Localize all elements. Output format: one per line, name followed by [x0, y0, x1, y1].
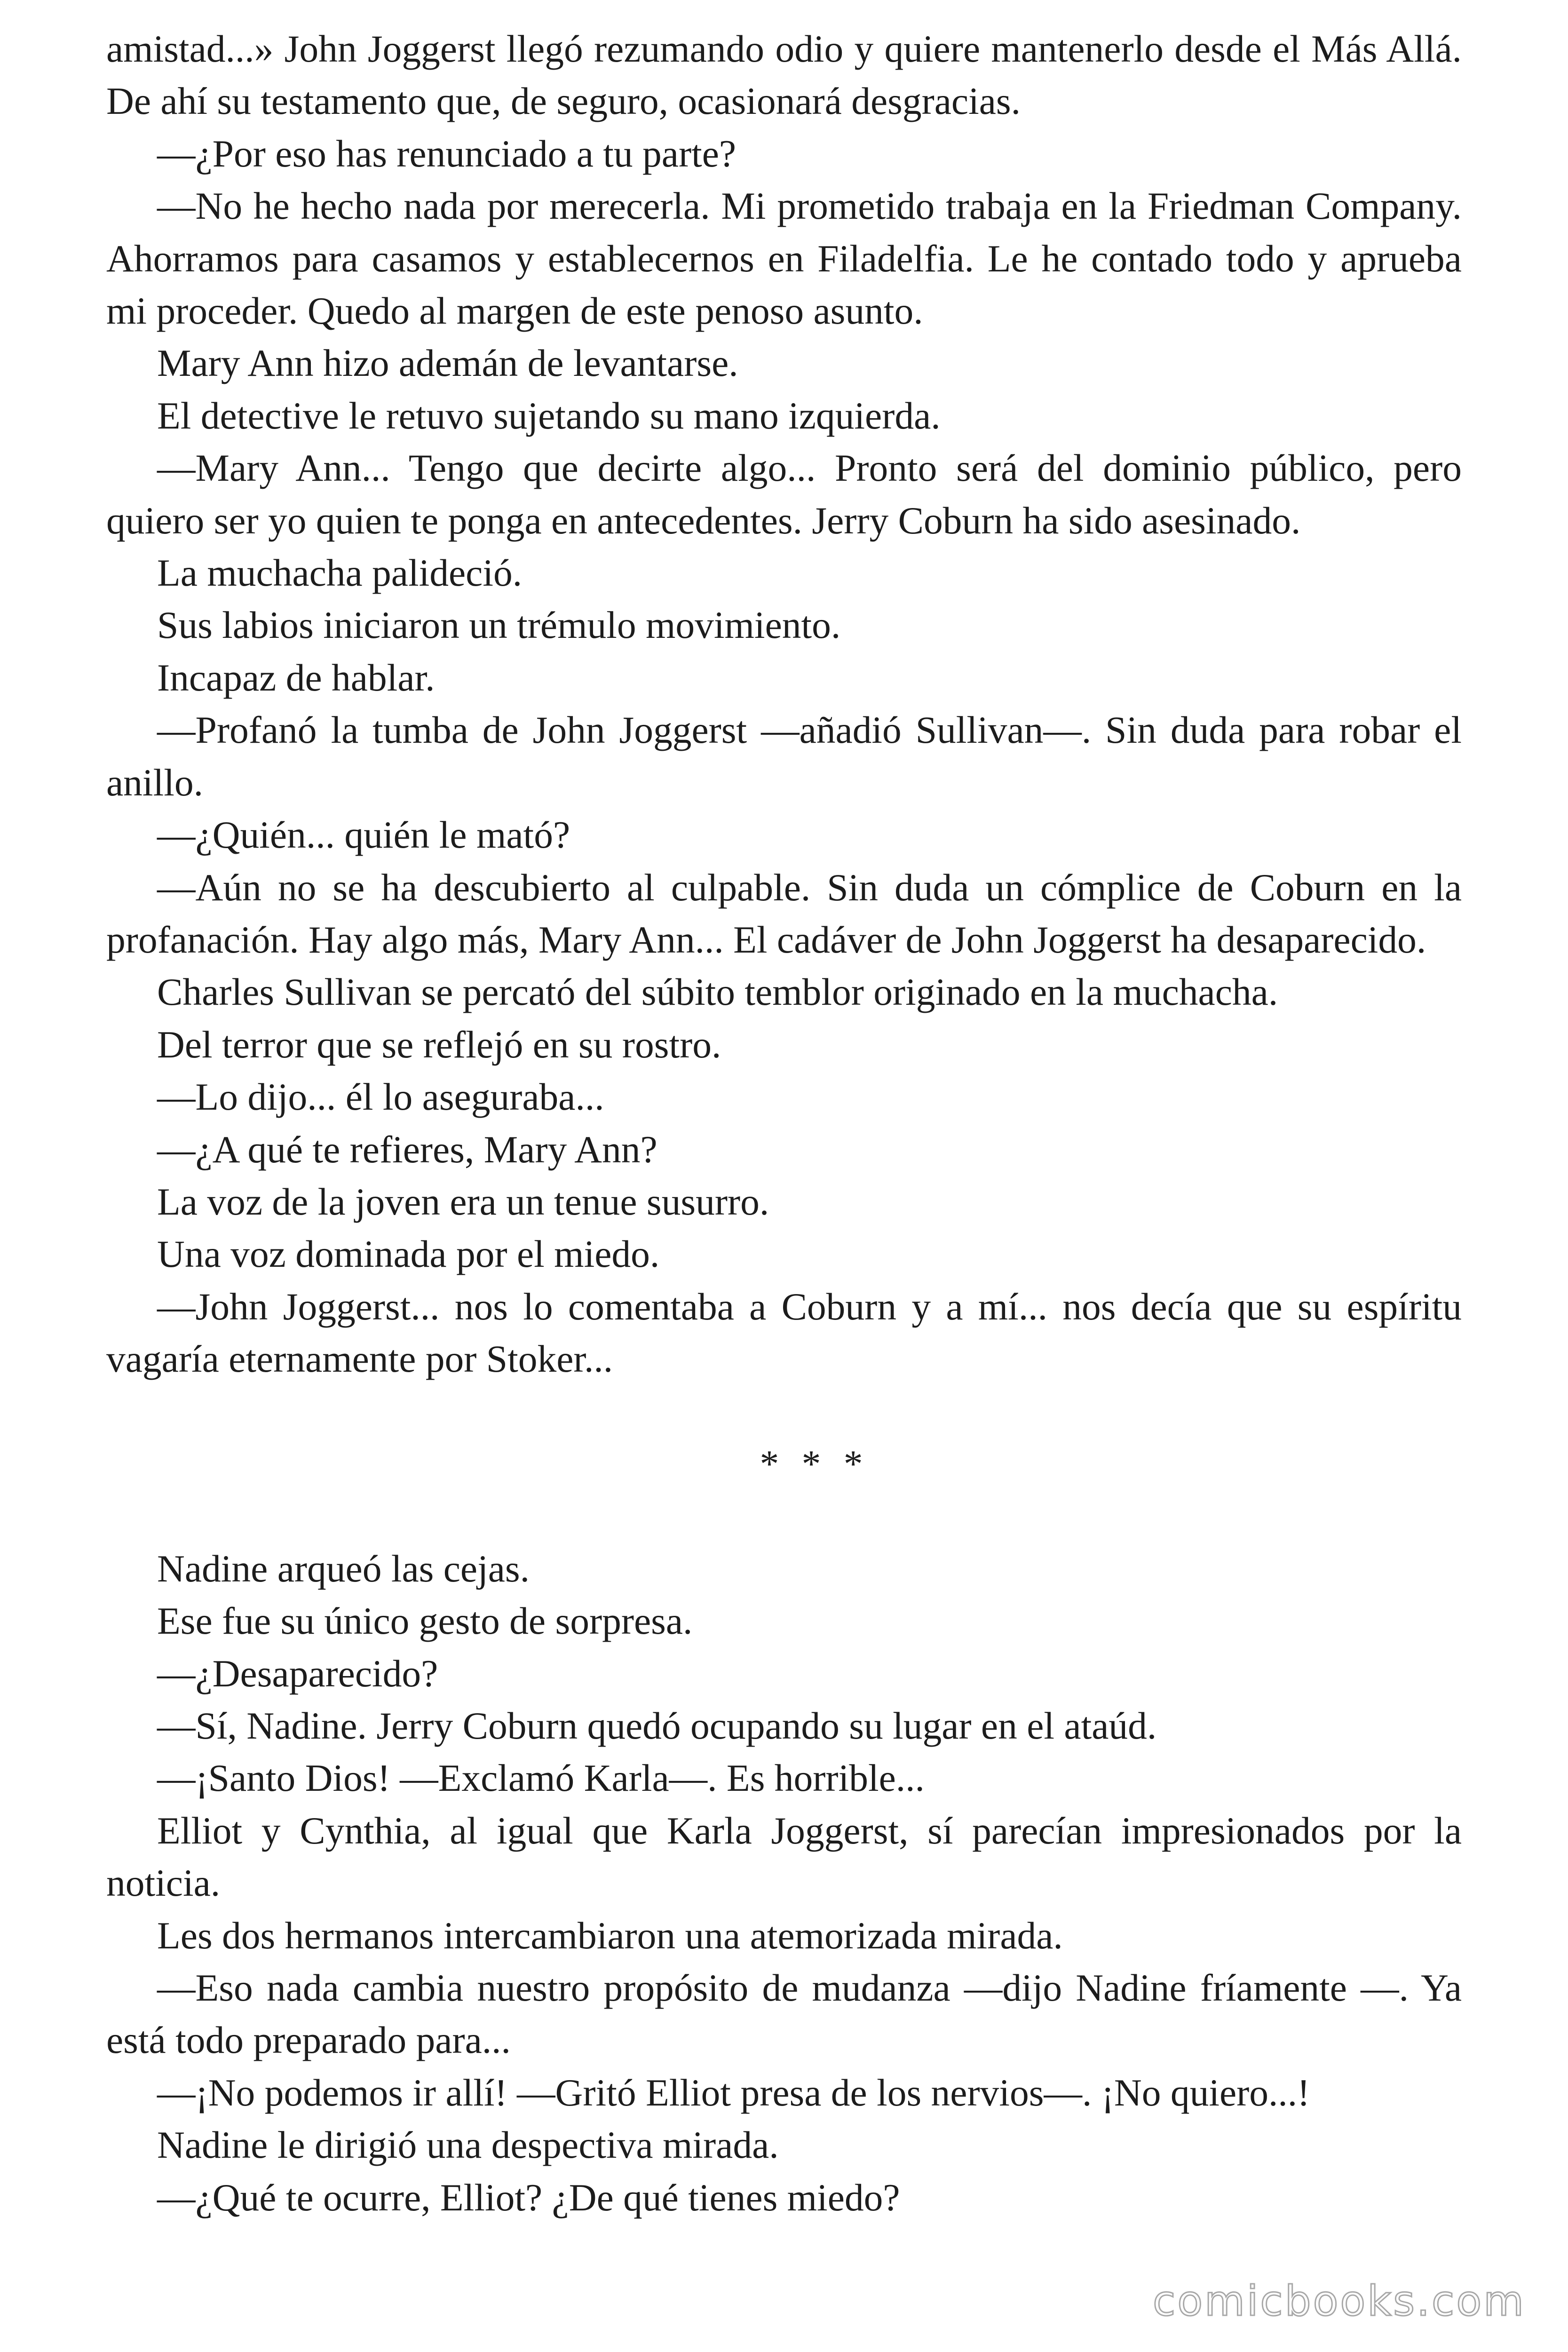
paragraph: La muchacha palideció. [157, 551, 523, 595]
paragraph: Charles Sullivan se percató del súbito temblor originado en la muchacha. [157, 970, 1278, 1014]
paragraph: —Lo dijo... él lo aseguraba... [157, 1075, 604, 1119]
paragraph: amistad...» John Joggerst llegó rezumando odio y quiere mantenerlo desde el Más Allá. De ahí su testamento que, de seguro, ocasionará desgracias. [106, 27, 1462, 123]
paragraph: —John Joggerst... nos lo comentaba a Coburn y a mí... nos decía que su espíritu vagaría eternamente por Stoker... [106, 1285, 1462, 1381]
paragraph: La voz de la joven era un tenue susurro. [157, 1180, 769, 1223]
paragraph: —Profanó la tumba de John Joggerst —añadió Sullivan—. Sin duda para robar el anillo. [106, 708, 1462, 804]
paragraph: —Eso nada cambia nuestro propósito de mudanza —dijo Nadine fríamente —. Ya está todo preparado para... [106, 1966, 1462, 2062]
scene-separator: * * * [760, 1442, 870, 1485]
text-block-after-separator [106, 1542, 1462, 2224]
paragraph: —¡No podemos ir allí! —Gritó Elliot presa de los nervios—. ¡No quiero...! [157, 2071, 1310, 2114]
paragraph: —No he hecho nada por merecerla. Mi prometido trabaja en la Friedman Company. Ahorramos para casamos y establecernos en Filadelfia. Le he contado todo y aprueba mi proceder. Quedo al margen de este penoso asunto. [106, 184, 1462, 333]
text-block-before-separator [106, 23, 1462, 1385]
paragraph: —¿Desaparecido? [157, 1652, 438, 1695]
paragraph: Sus labios iniciaron un trémulo movimiento. [157, 604, 841, 647]
paragraph: —¿Por eso has renunciado a tu parte? [157, 132, 736, 175]
paragraph: Mary Ann hizo ademán de levantarse. [157, 342, 738, 385]
paragraph: —¡Santo Dios! —Exclamó Karla—. Es horrible... [157, 1756, 925, 1800]
paragraph: Una voz dominada por el miedo. [157, 1232, 660, 1276]
paragraph: —Aún no se ha descubierto al culpable. Sin duda un cómplice de Coburn en la profanación. Hay algo más, Mary Ann... El cadáver de John Joggerst ha desaparecido. [106, 866, 1462, 961]
paragraph: El detective le retuvo sujetando su mano izquierda. [157, 394, 941, 437]
watermark-logo: comicbooks.com [1152, 2277, 1526, 2325]
book-page [106, 23, 1462, 2224]
paragraph: Del terror que se reflejó en su rostro. [157, 1023, 721, 1066]
paragraph: Ese fue su único gesto de sorpresa. [157, 1599, 693, 1643]
paragraph: —Mary Ann... Tengo que decirte algo... Pronto será del dominio público, pero quiero ser yo quien te ponga en antecedentes. Jerry Coburn ha sido asesinado. [106, 446, 1462, 542]
paragraph: Les dos hermanos intercambiaron una atemorizada mirada. [157, 1914, 1063, 1957]
paragraph: —¿Quién... quién le mató? [157, 813, 570, 857]
paragraph: —Sí, Nadine. Jerry Coburn quedó ocupando su lugar en el ataúd. [157, 1704, 1157, 1747]
paragraph: —¿Qué te ocurre, Elliot? ¿De qué tienes miedo? [157, 2176, 900, 2219]
paragraph: —¿A qué te refieres, Mary Ann? [157, 1128, 657, 1171]
paragraph: Incapaz de hablar. [157, 656, 435, 699]
paragraph: Nadine arqueó las cejas. [157, 1547, 530, 1590]
paragraph: Nadine le dirigió una despectiva mirada. [157, 2123, 779, 2167]
paragraph: Elliot y Cynthia, al igual que Karla Joggerst, sí parecían impresionados por la noticia. [106, 1809, 1462, 1905]
